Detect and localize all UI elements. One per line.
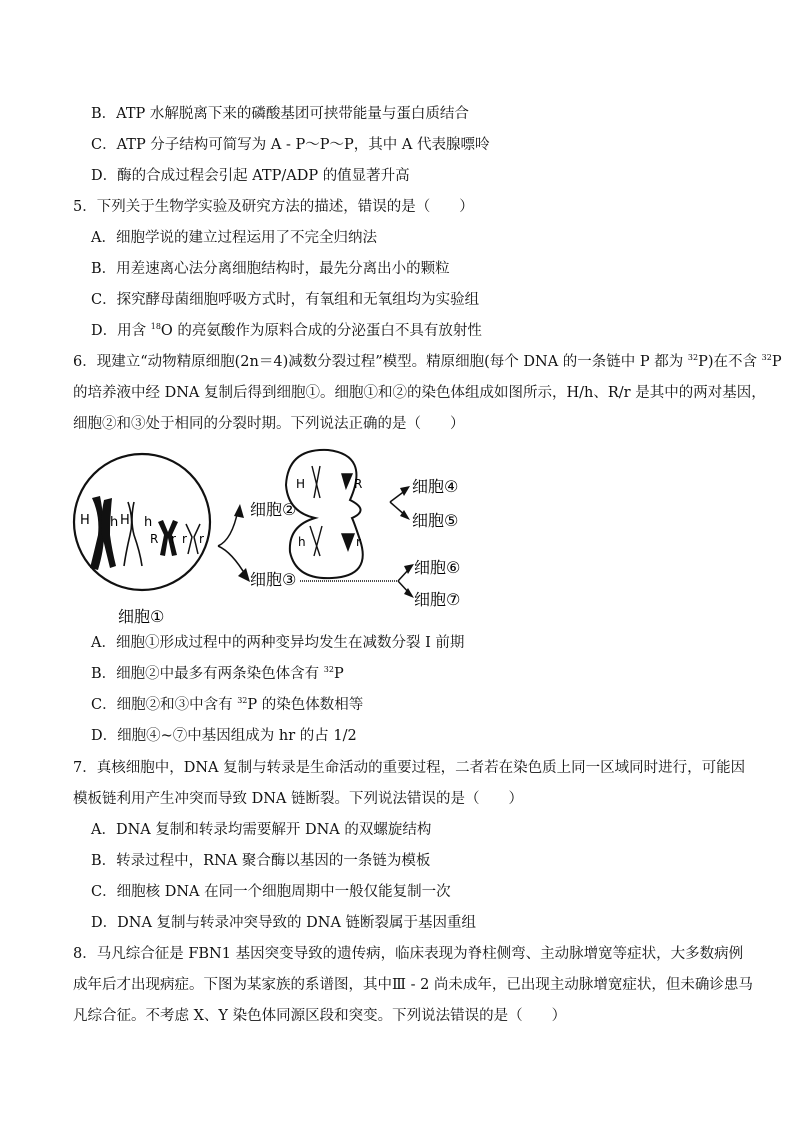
cell5-label: 细胞⑤ [412,511,459,530]
arrow-to-cell4 [400,486,410,496]
cell2-chromosomes [310,466,354,556]
cell3-label: 细胞③ [250,570,297,589]
cell2-gene-r: r [356,535,361,549]
cell7-label: 细胞⑦ [414,590,461,609]
q4-option-b: B．ATP 水解脱离下来的磷酸基团可挟带能量与蛋白质结合 [91,106,469,122]
arrow-to-cell2 [234,504,244,518]
q7-option-a: A．DNA 复制和转录均需要解开 DNA 的双螺旋结构 [91,822,432,838]
cell6-label: 细胞⑥ [414,558,461,577]
meiosis-diagram [70,440,490,630]
gene-label-r3: r [199,532,204,546]
cell1-circle [74,454,210,590]
q5-option-b: B．用差速离心法分离细胞结构时，最先分离出小的颗粒 [91,261,450,277]
q6-option-b: B．细胞②中最多有两条染色体含有 $^{32}$P [91,665,344,682]
gene-label-r2: r [182,532,187,546]
q6-option-d: D．细胞④~⑦中基因组成为 hr 的占 1/2 [91,728,357,744]
cell1-label: 细胞① [118,607,165,626]
gene-label-h1: h [110,515,119,530]
q6-stem-line1: 6．现建立“动物精原细胞(2n＝4)减数分裂过程”模型。精原细胞(每个 DNA 的一条链中 P 都为 $^{32}$P)在不含 $^{32}$P [73,353,782,370]
arrow-to-cell3 [238,568,250,582]
chromosome-h-light [124,502,142,566]
q5-option-a: A．细胞学说的建立过程运用了不完全归纳法 [91,230,377,246]
gene-label-r1: r [171,532,176,546]
q4-option-d: D．酶的合成过程会引起 ATP/ADP 的值显著升高 [91,168,410,184]
gene-label-H1: H [80,513,90,528]
q5-option-d: D．用含 $^{18}$O 的亮氨酸作为原料合成的分泌蛋白不具有放射性 [91,322,482,339]
cell2-gene-H: H [296,477,306,491]
q7-option-c: C．细胞核 DNA 在同一个细胞周期中一般仅能复制一次 [91,884,451,900]
q6-stem-line3: 细胞②和③处于相同的分裂时期。下列说法正确的是（ ） [73,416,465,432]
q5-option-c: C．探究酵母菌细胞呼吸方式时，有氧组和无氧组均为实验组 [91,292,480,308]
q5-stem: 5．下列关于生物学实验及研究方法的描述，错误的是（ ） [73,199,474,215]
cell2-label: 细胞② [250,500,297,519]
q8-stem-line3: 凡综合征。不考虑 X、Y 染色体同源区段和突变。下列说法错误的是（ ） [73,1008,567,1024]
q7-option-d: D．DNA 复制与转录冲突导致的 DNA 链断裂属于基因重组 [91,915,477,931]
cell2-gene-h: h [298,535,306,549]
gene-label-R1: R [150,532,159,546]
gene-label-H2: H [120,513,130,528]
gene-label-h2: h [144,515,153,530]
q8-stem-line2: 成年后才出现病症。下图为某家族的系谱图，其中Ⅲ - 2 尚未成年，已出现主动脉增宽症状，但未确诊患马 [73,977,753,993]
cell4-label: 细胞④ [412,477,459,496]
cell2-gene-R: R [354,477,363,491]
q7-stem-line1: 7．真核细胞中，DNA 复制与转录是生命活动的重要过程，二者若在染色质上同一区域同时进行，可能因 [73,760,746,776]
q6-stem-line2: 的培养液中经 DNA 复制后得到细胞①。细胞①和②的染色体组成如图所示，H/h、R/r 是其中的两对基因， [73,385,766,401]
q7-option-b: B．转录过程中，RNA 聚合酶以基因的一条链为模板 [91,853,431,869]
q7-stem-line2: 模板链利用产生冲突而导致 DNA 链断裂。下列说法错误的是（ ） [73,791,524,807]
cell2-outline [286,450,363,578]
chromosome-r-light [186,524,200,554]
q4-option-c: C．ATP 分子结构可简写为 A - P～P～P，其中 A 代表腺嘌呤 [91,137,490,153]
q6-option-c: C．细胞②和③中含有 $^{32}$P 的染色体数相等 [91,696,364,713]
chromosome-h-large [90,496,119,570]
q6-option-a: A．细胞①形成过程中的两种变异均发生在减数分裂 I 前期 [91,635,465,651]
q8-stem-line1: 8．马凡综合征是 FBN1 基因突变导致的遗传病，临床表现为脊柱侧弯、主动脉增宽等症状，大多数病例 [73,946,744,962]
